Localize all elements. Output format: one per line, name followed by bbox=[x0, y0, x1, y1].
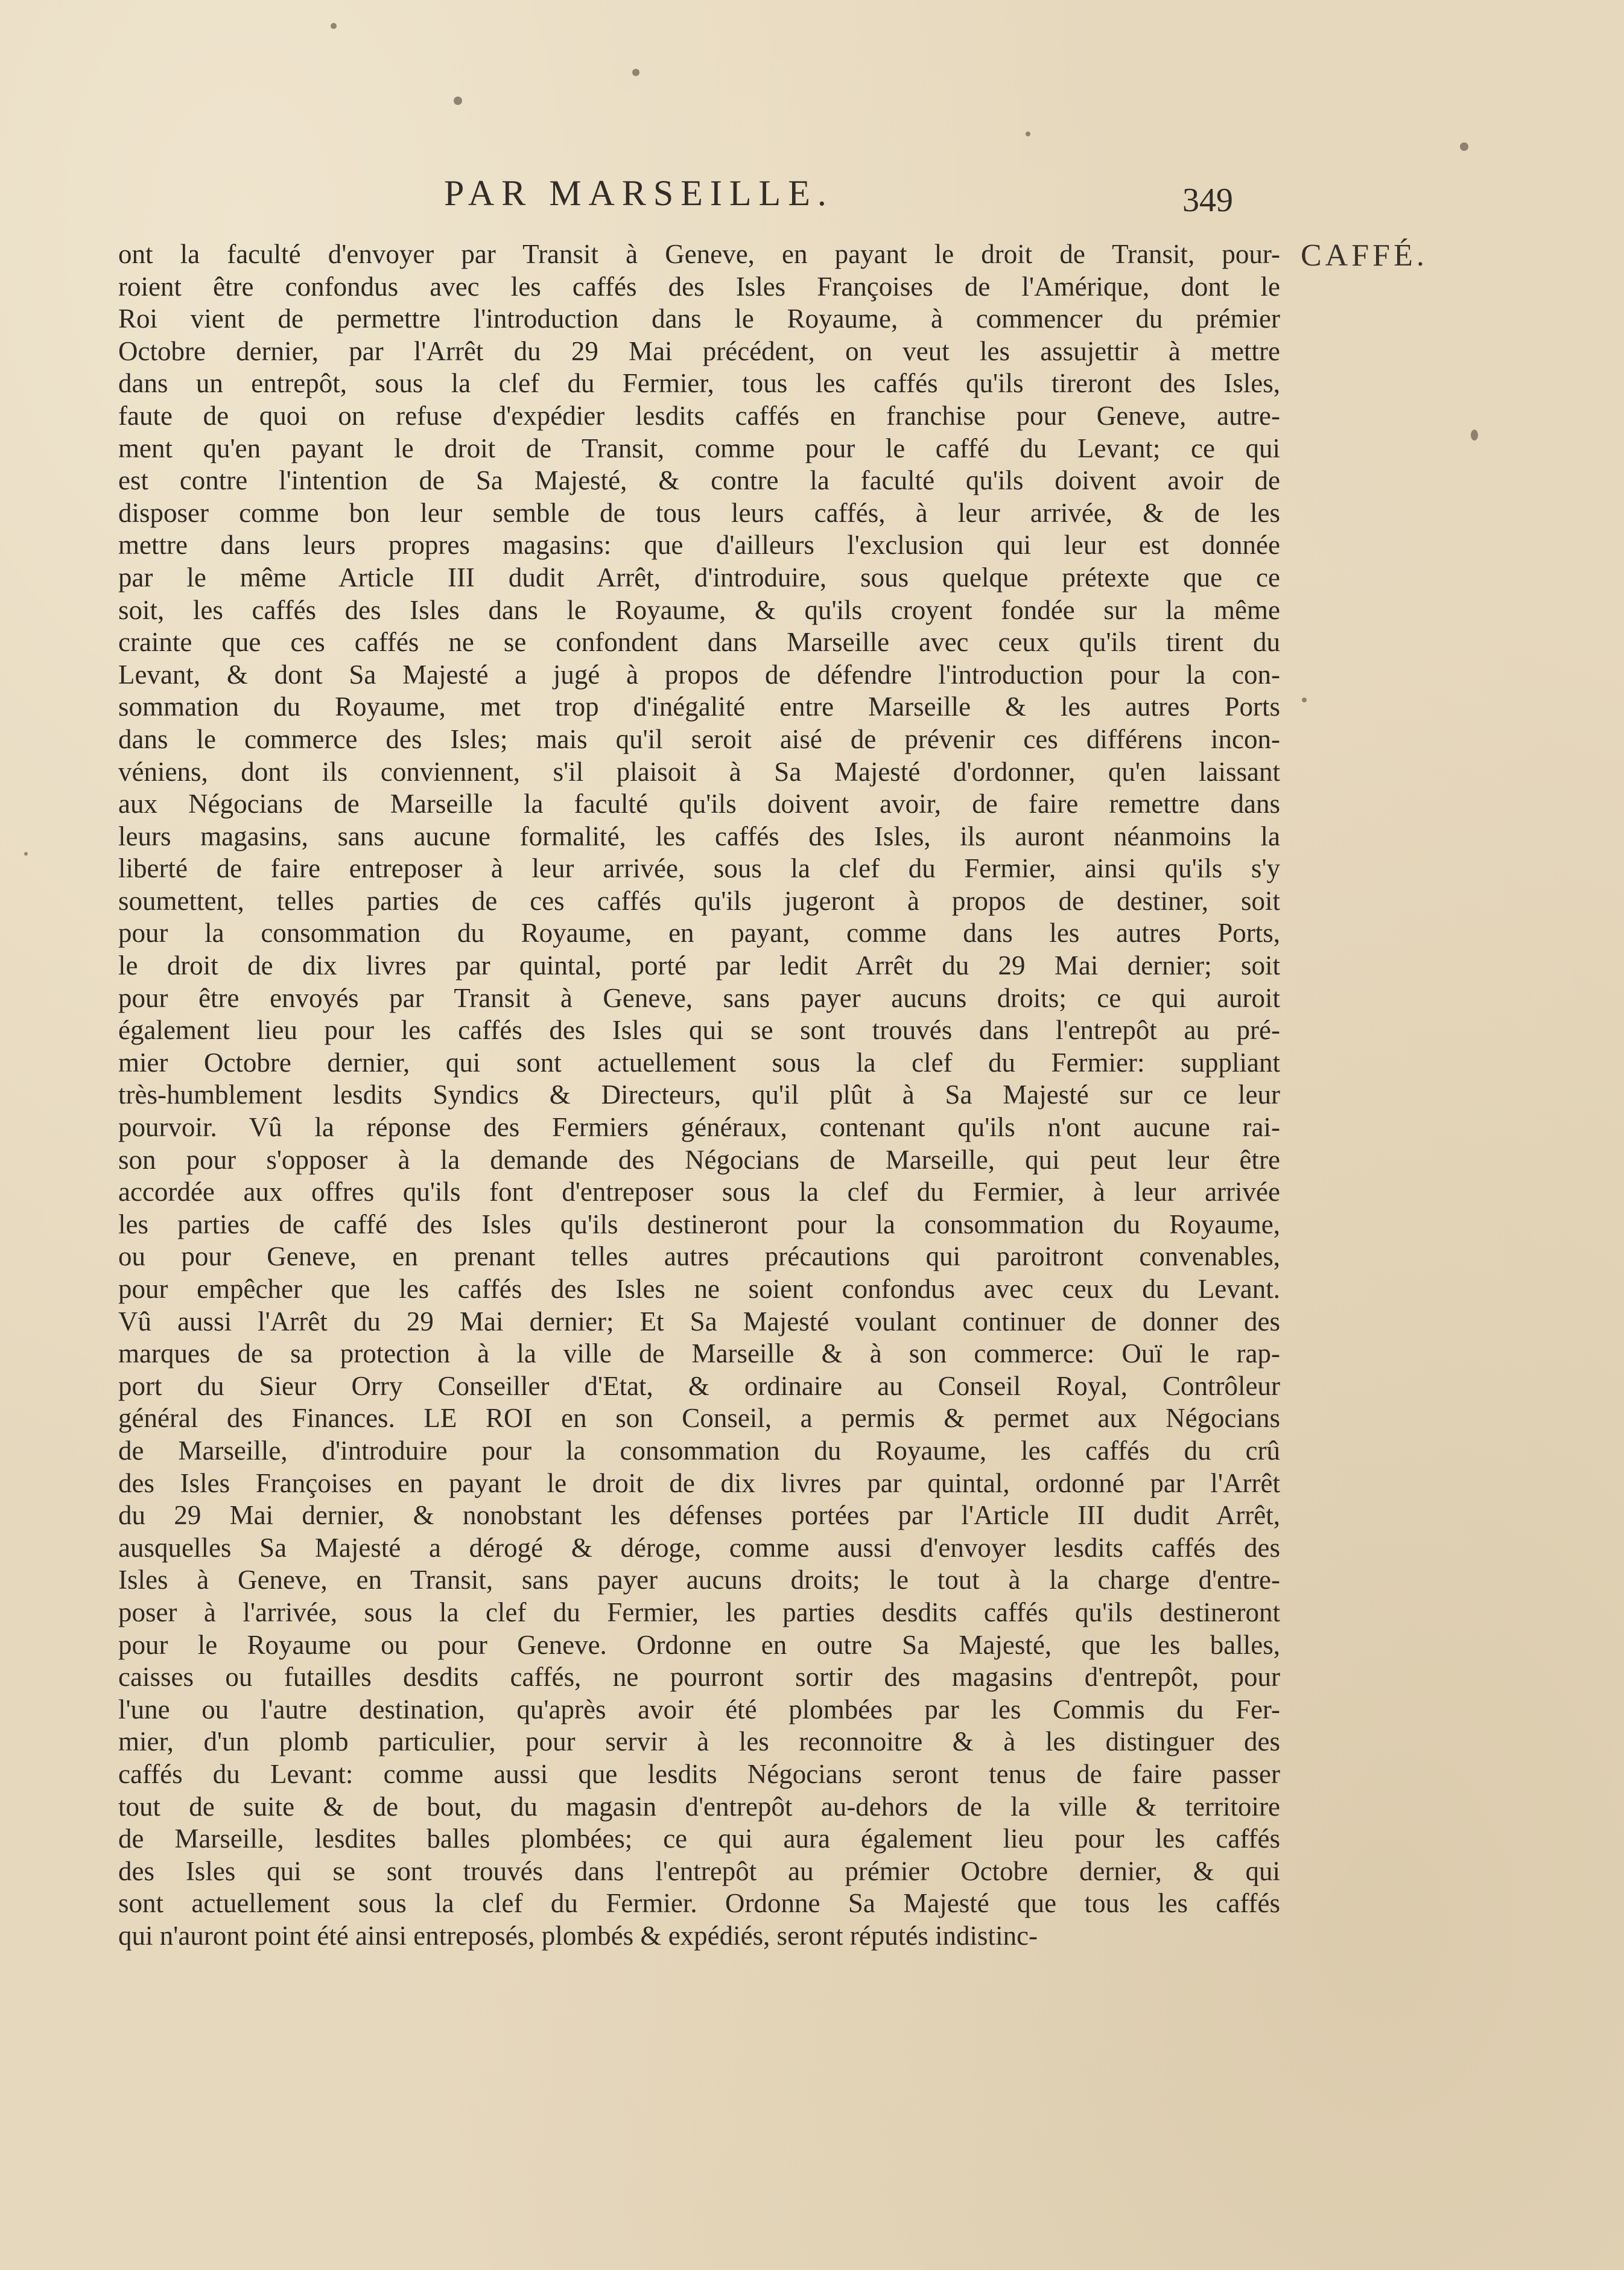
text-line: leurs magasins, sans aucune formalité, les caffés des Isles, ils auront néanmoins la bbox=[118, 821, 1280, 851]
text-line: caffés du Levant: comme aussi que lesdits Négocians seront tenus de faire passer bbox=[118, 1758, 1280, 1789]
text-line: l'une ou l'autre destination, qu'après avoir été plombées par les Commis du Fer- bbox=[118, 1694, 1280, 1725]
text-line: du 29 Mai dernier, & nonobstant les défenses portées par l'Article III dudit Arrêt, bbox=[118, 1500, 1280, 1531]
text-line: Roi vient de permettre l'introduction dans le Royaume, à commencer du prémier bbox=[118, 304, 1280, 334]
text-line: disposer comme bon leur semble de tous leurs caffés, à leur arrivée, & de les bbox=[118, 497, 1280, 528]
text-line: port du Sieur Orry Conseiller d'Etat, & ordinaire au Conseil Royal, Contrôleur bbox=[118, 1370, 1280, 1401]
text-line: le droit de dix livres par quintal, porté par ledit Arrêt du 29 Mai dernier; soit bbox=[118, 950, 1280, 981]
text-line: mettre dans leurs propres magasins: que d'ailleurs l'exclusion qui leur est donnée bbox=[118, 530, 1280, 561]
page-number: 349 bbox=[1182, 182, 1233, 219]
text-line: caisses ou futailles desdits caffés, ne pourront sortir des magasins d'entrepôt, pour bbox=[118, 1662, 1280, 1693]
text-line: de Marseille, d'introduire pour la consommation du Royaume, les caffés du crû bbox=[118, 1435, 1280, 1466]
text-line: est contre l'intention de Sa Majesté, & contre la faculté qu'ils doivent avoir de bbox=[118, 465, 1280, 496]
text-line: ment qu'en payant le droit de Transit, comme pour le caffé du Levant; ce qui bbox=[118, 433, 1280, 463]
text-line: pour la consommation du Royaume, en payant, comme dans les autres Ports, bbox=[118, 918, 1280, 949]
text-line: faute de quoi on refuse d'expédier lesdits caffés en franchise pour Geneve, autre- bbox=[118, 400, 1280, 431]
text-line: Octobre dernier, par l'Arrêt du 29 Mai précédent, on veut les assujettir à mettre bbox=[118, 335, 1280, 366]
text-line: tout de suite & de bout, du magasin d'entrepôt au-dehors de la ville & territoire bbox=[118, 1791, 1280, 1822]
text-line: très-humblement lesdits Syndics & Directeurs, qu'il plût à Sa Majesté sur ce leur bbox=[118, 1079, 1280, 1110]
paper-speck bbox=[1471, 430, 1478, 440]
text-line: des Isles Françoises en payant le droit de dix livres par quintal, ordonné par l'Arrêt bbox=[118, 1467, 1280, 1498]
margin-note: CAFFÉ. bbox=[1301, 238, 1428, 273]
text-line: soumettent, telles parties de ces caffés qu'ils jugeront à propos de destiner, soit bbox=[118, 885, 1280, 916]
text-line: poser à l'arrivée, sous la clef du Fermier, les parties desdits caffés qu'ils destineront bbox=[118, 1597, 1280, 1627]
text-line: dans le commerce des Isles; mais qu'il seroit aisé de prévenir ces différens incon- bbox=[118, 723, 1280, 754]
text-line: aux Négocians de Marseille la faculté qu'ils doivent avoir, de faire remettre dans bbox=[118, 789, 1280, 819]
text-line: marques de sa protection à la ville de Marseille & à son commerce: Ouï le rap- bbox=[118, 1338, 1280, 1369]
text-line: accordée aux offres qu'ils font d'entreposer sous la clef du Fermier, à leur arrivée bbox=[118, 1177, 1280, 1207]
paper-speck bbox=[1302, 698, 1307, 702]
text-line: mier, d'un plomb particulier, pour servir à les reconnoitre & à les distinguer des bbox=[118, 1726, 1280, 1757]
text-line: dans un entrepôt, sous la clef du Fermier, tous les caffés qu'ils tireront des Isles, bbox=[118, 368, 1280, 399]
text-line: pourvoir. Vû la réponse des Fermiers généraux, contenant qu'ils n'ont aucune rai- bbox=[118, 1112, 1280, 1143]
text-line: mier Octobre dernier, qui sont actuellement sous la clef du Fermier: suppliant bbox=[118, 1047, 1280, 1078]
text-line: ou pour Geneve, en prenant telles autres précautions qui paroitront convenables, bbox=[118, 1241, 1280, 1272]
text-line: qui n'auront point été ainsi entreposés, plombés & expédiés, seront réputés indistinc- bbox=[118, 1920, 1038, 1951]
page-header bbox=[0, 0, 1624, 241]
text-line: sommation du Royaume, met trop d'inégalité entre Marseille & les autres Ports bbox=[118, 691, 1280, 722]
text-line: ont la faculté d'envoyer par Transit à Geneve, en payant le droit de Transit, pour- bbox=[118, 239, 1280, 269]
text-line: général des Finances. LE ROI en son Conseil, a permis & permet aux Négocians bbox=[118, 1403, 1280, 1434]
running-head: PAR MARSEILLE. bbox=[444, 173, 834, 213]
text-line: pour être envoyés par Transit à Geneve, sans payer aucuns droits; ce qui auroit bbox=[118, 982, 1280, 1013]
text-line: également lieu pour les caffés des Isles qui se sont trouvés dans l'entrepôt au pré- bbox=[118, 1015, 1280, 1046]
text-line: par le même Article III dudit Arrêt, d'introduire, sous quelque prétexte que ce bbox=[118, 562, 1280, 593]
text-line: pour le Royaume ou pour Geneve. Ordonne en outre Sa Majesté, que les balles, bbox=[118, 1629, 1280, 1660]
text-line: son pour s'opposer à la demande des Négocians de Marseille, qui peut leur être bbox=[118, 1144, 1280, 1175]
text-line: pour empêcher que les caffés des Isles ne soient confondus avec ceux du Levant. bbox=[118, 1274, 1280, 1304]
text-line: de Marseille, lesdites balles plombées; ce qui aura également lieu pour les caffés bbox=[118, 1823, 1280, 1854]
text-line: Levant, & dont Sa Majesté a jugé à propos de défendre l'introduction pour la con- bbox=[118, 659, 1280, 690]
text-line: ausquelles Sa Majesté a dérogé & déroge, comme aussi d'envoyer lesdits caffés des bbox=[118, 1532, 1280, 1563]
text-line: véniens, dont ils conviennent, s'il plaisoit à Sa Majesté d'ordonner, qu'en laissant bbox=[118, 756, 1280, 787]
paper-speck bbox=[24, 852, 28, 856]
text-line: soit, les caffés des Isles dans le Royaume, & qu'ils croyent fondée sur la même bbox=[118, 594, 1280, 625]
text-line: des Isles qui se sont trouvés dans l'entrepôt au prémier Octobre dernier, & qui bbox=[118, 1855, 1280, 1886]
text-line: roient être confondus avec les caffés des Isles Françoises de l'Amérique, dont le bbox=[118, 271, 1280, 302]
text-line: crainte que ces caffés ne se confondent dans Marseille avec ceux qu'ils tirent du bbox=[118, 627, 1280, 658]
text-line: sont actuellement sous la clef du Fermier. Ordonne Sa Majesté que tous les caffés bbox=[118, 1888, 1280, 1919]
text-line: Isles à Geneve, en Transit, sans payer aucuns droits; le tout à la charge d'entre- bbox=[118, 1565, 1280, 1595]
text-line: Vû aussi l'Arrêt du 29 Mai dernier; Et Sa Majesté voulant continuer de donner des bbox=[118, 1306, 1280, 1337]
text-line: liberté de faire entreposer à leur arrivée, sous la clef du Fermier, ainsi qu'ils s'y bbox=[118, 853, 1280, 884]
body-text bbox=[118, 238, 1280, 1952]
text-line: les parties de caffé des Isles qu'ils destineront pour la consommation du Royaume, bbox=[118, 1209, 1280, 1239]
